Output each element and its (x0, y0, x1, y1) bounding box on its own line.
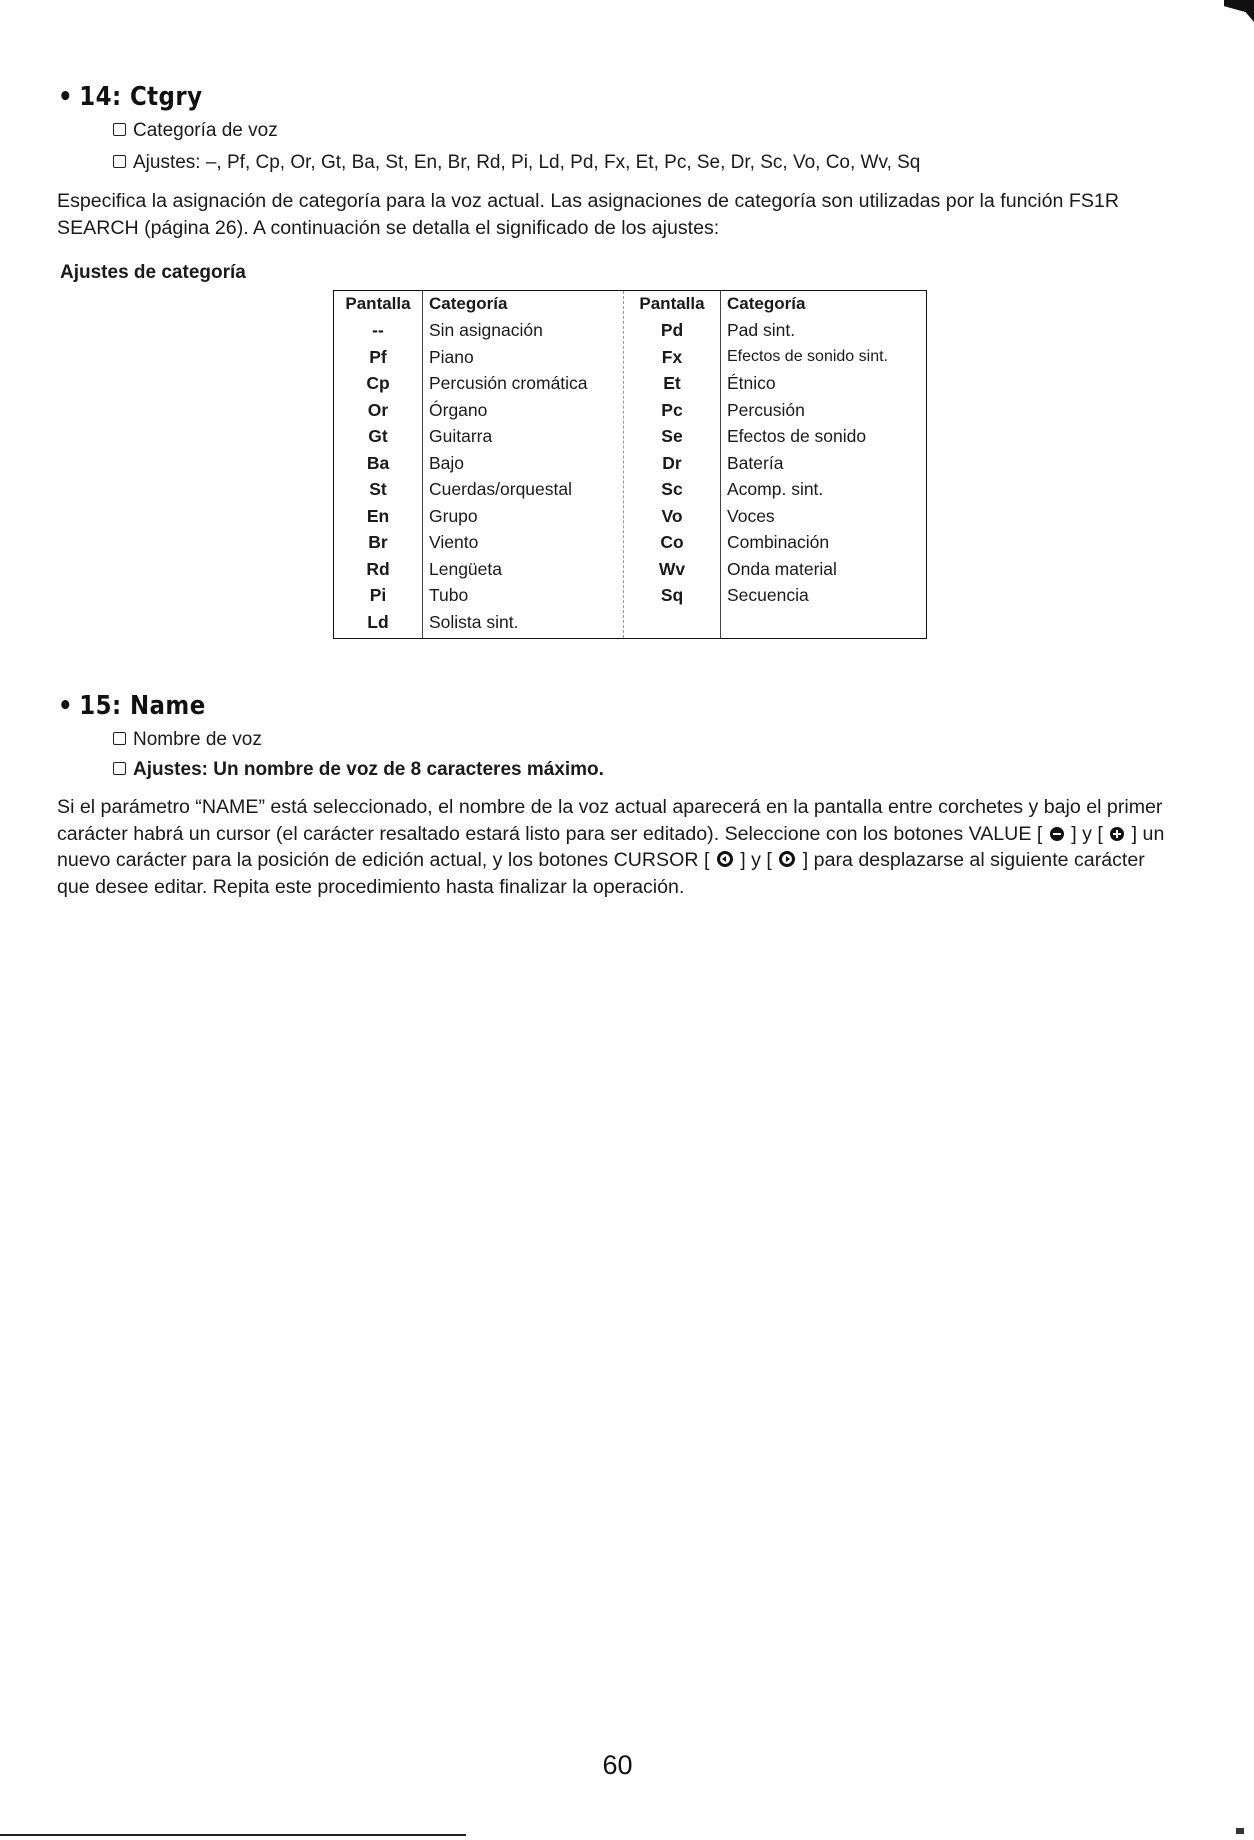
display-code-cell: Wv (658, 558, 686, 579)
category-name-cell: Viento (429, 532, 479, 552)
section-15-description (57, 794, 1182, 900)
option-text: Nombre de voz (133, 729, 262, 750)
display-code-cell: Cp (366, 373, 390, 393)
option-text: Ajustes: Un nombre de voz de 8 caracteres máximo. (133, 759, 604, 780)
category-name-cell: Étnico (727, 373, 776, 393)
category-name-cell: Tubo (429, 585, 469, 605)
category-name-cell: Percusión cromática (429, 373, 588, 393)
option-name-label (113, 729, 262, 751)
header-category: Categoría (429, 294, 508, 313)
display-code-cell: Et (663, 373, 681, 393)
category-table-title: Ajustes de categoría (60, 262, 246, 283)
category-name-cell: Cuerdas/orquestal (429, 479, 572, 499)
display-code-cell: Gt (368, 426, 388, 446)
display-code-cell: Vo (661, 505, 683, 526)
category-name-cell: Voces (727, 505, 775, 526)
value-decrement-icon (1050, 827, 1064, 841)
category-name-cell: Acomp. sint. (727, 479, 824, 499)
right-code-column (624, 291, 720, 609)
category-name-cell: Órgano (429, 399, 488, 420)
display-code-cell: St (369, 479, 387, 499)
category-name-cell: Percusión (727, 399, 805, 420)
left-category-column (423, 291, 623, 635)
corner-crop-mark (1224, 0, 1254, 22)
paragraph-text: ] un nuevo carácter para la posición de edición actual, y los botones CURSOR [ (57, 822, 1165, 871)
cursor-left-icon (717, 851, 733, 867)
checkbox-icon (113, 732, 126, 745)
display-code-cell: Pi (369, 585, 387, 605)
display-code-cell: Pc (661, 399, 683, 420)
category-name-cell: Combinación (727, 532, 830, 552)
checkbox-icon (113, 155, 126, 168)
section-14-description: Especifica la asignación de categoría para la voz actual. Las asignaciones de categoría son utilizadas por la función FS1R SEARCH (página 26). A continuación se detalla el significado de los ajustes: (57, 190, 1119, 239)
display-code-cell: Sc (661, 479, 683, 499)
paragraph-text: ] y [ (1071, 822, 1103, 845)
category-name-cell: Guitarra (429, 426, 493, 446)
section-14-heading (58, 82, 202, 112)
corner-crop-mark (1236, 1828, 1244, 1834)
page-number: 60 (602, 1750, 633, 1780)
display-code-cell: Se (661, 426, 683, 446)
display-code-cell: En (366, 505, 390, 526)
bottom-rule (0, 1834, 466, 1836)
display-code-cell: Br (368, 532, 388, 552)
checkbox-icon (113, 762, 126, 775)
section-15-heading (58, 691, 206, 721)
category-name-cell: Piano (429, 346, 474, 367)
category-name-cell: Batería (727, 452, 784, 473)
section-15-title: 15: Name (79, 691, 206, 721)
category-name-cell: Efectos de sonido (727, 426, 867, 446)
section-14-title: 14: Ctgry (79, 82, 203, 112)
display-code-cell: Ba (366, 452, 390, 473)
cursor-right-icon (779, 851, 795, 867)
display-code-cell: -- (372, 320, 384, 340)
display-code-cell: Pd (660, 320, 684, 340)
option-name-settings (113, 759, 604, 781)
paragraph-text: ] y [ (740, 849, 772, 871)
category-name-cell: Pad sint. (727, 320, 796, 340)
checkbox-icon (113, 123, 126, 136)
category-name-cell: Onda material (727, 558, 837, 579)
paragraph-text: Si el parámetro “NAME” está seleccionado, el nombre de la voz actual aparecerá en la pantalla entre corchetes y bajo el primer carácter habrá un cursor (el carácter resaltado estará listo para ser editado). Seleccione con los botones VALUE [ (57, 796, 1163, 845)
display-code-cell: Fx (661, 346, 683, 367)
header-display: Pantalla (639, 294, 705, 313)
right-category-column (721, 291, 926, 609)
display-code-cell: Rd (366, 558, 390, 579)
display-code-cell: Co (660, 532, 684, 552)
category-name-cell: Secuencia (727, 585, 809, 605)
category-name-cell: Bajo (429, 452, 465, 473)
option-category-label (113, 120, 278, 142)
option-text: Ajustes: –, Pf, Cp, Or, Gt, Ba, St, En, Br, Rd, Pi, Ld, Pd, Fx, Et, Pc, Se, Dr, Sc, Vo, Co, Wv, Sq (133, 152, 921, 173)
category-name-cell: Grupo (429, 505, 478, 526)
bullet: • (58, 691, 74, 721)
left-code-column (334, 291, 422, 635)
display-code-cell: Or (367, 399, 389, 420)
category-name-cell: Lengüeta (429, 558, 502, 579)
display-code-cell: Pf (369, 346, 387, 367)
display-code-cell: Dr (662, 452, 682, 473)
display-code-cell: Ld (367, 611, 389, 632)
category-name-cell: Sin asignación (429, 320, 543, 340)
header-display: Pantalla (345, 294, 411, 313)
category-name-cell: Solista sint. (429, 611, 519, 632)
category-table (333, 290, 927, 639)
header-category: Categoría (727, 294, 806, 313)
option-text: Categoría de voz (133, 120, 278, 141)
category-name-cell: Efectos de sonido sint. (727, 347, 888, 365)
bullet: • (58, 82, 74, 112)
paragraph-text: ] para desplazarse al siguiente carácter que desee editar. Repita este procedimiento hasta finalizar la operación. (57, 849, 1145, 898)
value-increment-icon (1110, 827, 1124, 841)
option-settings-list (113, 152, 920, 174)
display-code-cell: Sq (660, 585, 684, 605)
